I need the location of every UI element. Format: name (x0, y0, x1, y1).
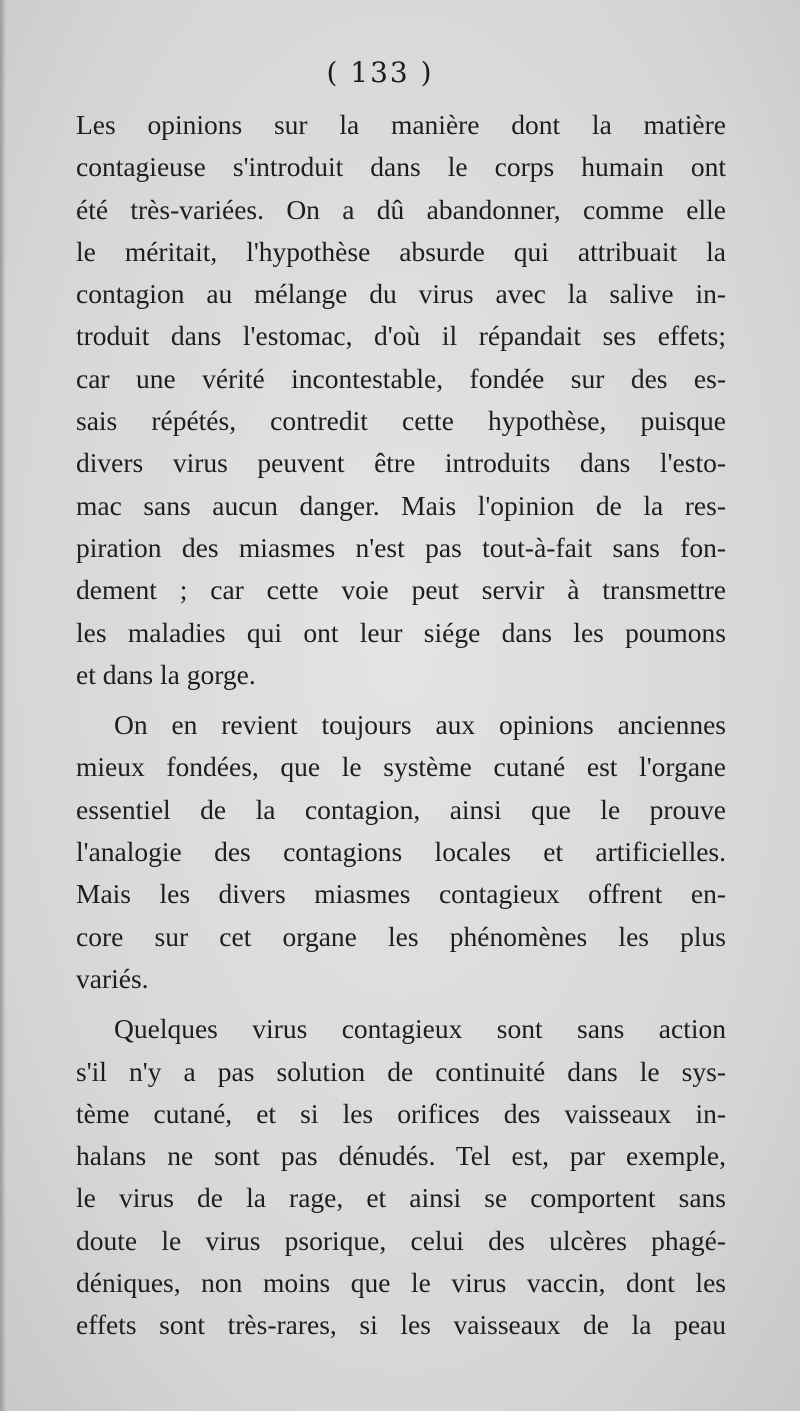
text-line: l'analogie des contagions locales et artificielles. (76, 836, 726, 868)
text-line: troduit dans l'estomac, d'où il répandait ses effets; (76, 320, 726, 352)
text-line: car une vérité incontestable, fondée sur des es- (76, 362, 726, 394)
text-line: les maladies qui ont leur siége dans les poumons (76, 616, 726, 648)
text-line: mieux fondées, que le système cutané est l'organe (76, 751, 726, 783)
paragraph-2 (76, 704, 726, 1000)
text-line: piration des miasmes n'est pas tout-à-fait sans fon- (76, 531, 726, 563)
text-line: sais répétés, contredit cette hypothèse, puisque (76, 405, 726, 437)
text-line: dement ; car cette voie peut servir à transmettre (76, 574, 726, 606)
text-line: doute le virus psorique, celui des ulcères phagé- (76, 1224, 726, 1256)
text-line: le méritait, l'hypothèse absurde qui attribuait la (76, 235, 726, 267)
text-line: et dans la gorge. (76, 658, 256, 690)
text-line: variés. (76, 962, 149, 994)
text-line: Mais les divers miasmes contagieux offrent en- (76, 878, 726, 910)
text-line: divers virus peuvent être introduits dans l'esto- (76, 447, 726, 479)
text-line: On en revient toujours aux opinions anciennes (114, 709, 726, 741)
text-line: essentiel de la contagion, ainsi que le prouve (76, 793, 726, 825)
text-line: halans ne sont pas dénudés. Tel est, par exemple, (76, 1140, 726, 1172)
text-line: Quelques virus contagieux sont sans action (114, 1013, 726, 1045)
text-line: le virus de la rage, et ainsi se comportent sans (76, 1182, 726, 1214)
text-line: mac sans aucun danger. Mais l'opinion de la res- (76, 489, 726, 521)
text-line: tème cutané, et si les orifices des vaisseaux in- (76, 1097, 726, 1129)
text-line: s'il n'y a pas solution de continuité dans le sys- (76, 1055, 726, 1087)
body-text (76, 104, 726, 1347)
text-line: déniques, non moins que le virus vaccin, dont les (76, 1267, 726, 1299)
paragraph-1 (76, 104, 726, 696)
page-number: ( 133 ) (326, 56, 434, 89)
text-line: effets sont très-rares, si les vaisseaux de la peau (76, 1309, 726, 1341)
page-edge-shadow (0, 0, 6, 1411)
text-line: core sur cet organe les phénomènes les plus (76, 920, 726, 952)
paragraph-3 (76, 1008, 726, 1346)
text-line: contagion au mélange du virus avec la salive in- (76, 278, 726, 310)
text-line: Les opinions sur la manière dont la matière (76, 109, 726, 140)
text-line: été très-variées. On a dû abandonner, comme elle (76, 193, 726, 225)
text-line: contagieuse s'introduit dans le corps humain ont (76, 151, 726, 183)
